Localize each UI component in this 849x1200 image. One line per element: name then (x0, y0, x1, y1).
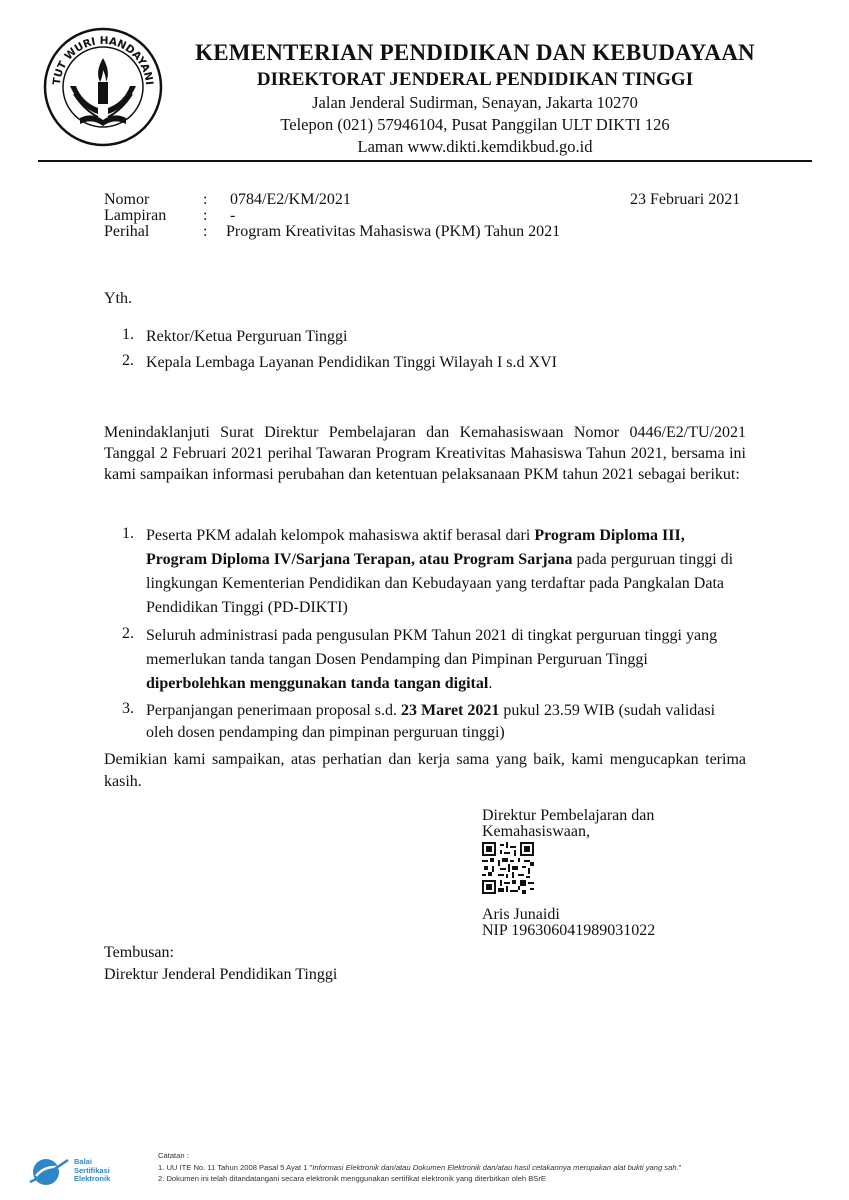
nomor-colon: : (203, 191, 208, 208)
perihal-value: Program Kreativitas Mahasiswa (PKM) Tahun 2021 (226, 223, 561, 240)
point-item (146, 524, 746, 620)
point-number: 1. (122, 525, 134, 542)
tembusan-item: Direktur Jenderal Pendidikan Tinggi (104, 966, 338, 983)
bsre-logo-text: Elektronik (74, 1174, 111, 1183)
tembusan-label: Tembusan: (104, 944, 174, 961)
lampiran-value: - (230, 207, 236, 224)
point-item (146, 624, 746, 696)
footer-note: 2. Dokumen ini telah ditandatangani secara elektronik menggunakan sertifikat elektronik yang diterbitkan oleh BSrE (158, 1174, 546, 1183)
signatory-title: Direktur Pembelajaran dan (482, 807, 655, 824)
point-text: Perpanjangan penerimaan proposal s.d. (146, 702, 402, 719)
salutation: Yth. (104, 290, 132, 307)
point-text: pukul 23.59 WIB (sudah validasi oleh dosen pendamping dan pimpinan perguruan tinggi) (146, 702, 716, 741)
perihal-colon: : (203, 223, 208, 240)
intro-paragraph: Menindaklanjuti Surat Direktur Pembelajaran dan Kemahasiswaan Nomor 0446/E2/TU/2021 Tanggal 2 Februari 2021 perihal Tawaran Program Kreativitas Mahasiswa Tahun 2021, bersama ini kami sampaikan informasi perubahan dan ketentuan pelaksanaan PKM tahun 2021 sebagai berikut: (104, 424, 746, 483)
phone: Telepon (021) 57946104, Pusat Panggilan ULT DIKTI 126 (280, 115, 670, 134)
point-text: Peserta PKM adalah kelompok mahasiswa aktif berasal dari (146, 527, 535, 544)
bsre-logo (26, 1152, 156, 1192)
recipient-number: 1. (122, 326, 134, 343)
footer-catatan: Catatan : (158, 1151, 189, 1160)
point-bold-text: 23 Maret 2021 (401, 702, 500, 719)
point-bold-text: diperbolehkan menggunakan tanda tangan digital (146, 675, 489, 692)
recipient-item: Kepala Lembaga Layanan Pendidikan Tinggi Wilayah I s.d XVI (146, 354, 557, 371)
nomor-label: Nomor (104, 191, 150, 208)
signature-qr-code (482, 842, 534, 894)
recipient-item: Rektor/Ketua Perguruan Tinggi (146, 328, 348, 345)
point-item (146, 700, 746, 744)
directorate-name: DIREKTORAT JENDERAL PENDIDIKAN TINGGI (256, 69, 694, 90)
point-text: Seluruh administrasi pada pengusulan PKM Tahun 2021 di tingkat perguruan tinggi yang memerlukan tanda tangan Dosen Pendamping dan Pimpinan Perguruan Tinggi (146, 627, 718, 668)
lampiran-label: Lampiran (104, 207, 167, 224)
svg-text:TUT WURI HANDAYANI: TUT WURI HANDAYANI (50, 34, 155, 86)
recipient-number: 2. (122, 352, 134, 369)
bsre-logo-text: Sertifikasi (74, 1165, 110, 1175)
signatory-name: Aris Junaidi (482, 906, 560, 923)
nomor-value: 0784/E2/KM/2021 (230, 191, 351, 208)
signatory-title: Kemahasiswaan, (482, 823, 590, 840)
tut-wuri-handayani-logo (40, 24, 166, 150)
point-number: 2. (122, 625, 134, 642)
point-text: . (488, 675, 493, 692)
letter-date: 23 Februari 2021 (630, 191, 741, 208)
footer-note: 1. UU ITE No. 11 Tahun 2008 Pasal 5 Ayat 1 "Informasi Elektronik dan/atau Dokumen Elektronik dan/atau hasil cetakannya merupakan alat bukti yang sah." (158, 1163, 682, 1172)
ministry-name: KEMENTERIAN PENDIDIKAN DAN KEBUDAYAAN (195, 40, 755, 65)
perihal-label: Perihal (104, 223, 150, 240)
address: Jalan Jenderal Sudirman, Senayan, Jakarta 10270 (312, 93, 638, 112)
header-divider (38, 160, 812, 162)
point-bold-text: Program Diploma III, Program Diploma IV/Sarjana Terapan, atau Program Sarjana (146, 527, 685, 568)
closing-paragraph: Demikian kami sampaikan, atas perhatian dan kerja sama yang baik, kami mengucapkan terima kasih. (104, 751, 746, 790)
point-number: 3. (122, 700, 134, 717)
bsre-logo-text: Balai (74, 1157, 92, 1166)
website: Laman www.dikti.kemdikbud.go.id (357, 137, 593, 156)
point-text: pada perguruan tinggi di lingkungan Kementerian Pendidikan dan Kebudayaan yang terdaftar pada Pangkalan Data Pendidikan Tinggi (PD-DIKTI) (146, 551, 734, 616)
signatory-nip: NIP 196306041989031022 (482, 922, 656, 939)
lampiran-colon: : (203, 207, 208, 224)
